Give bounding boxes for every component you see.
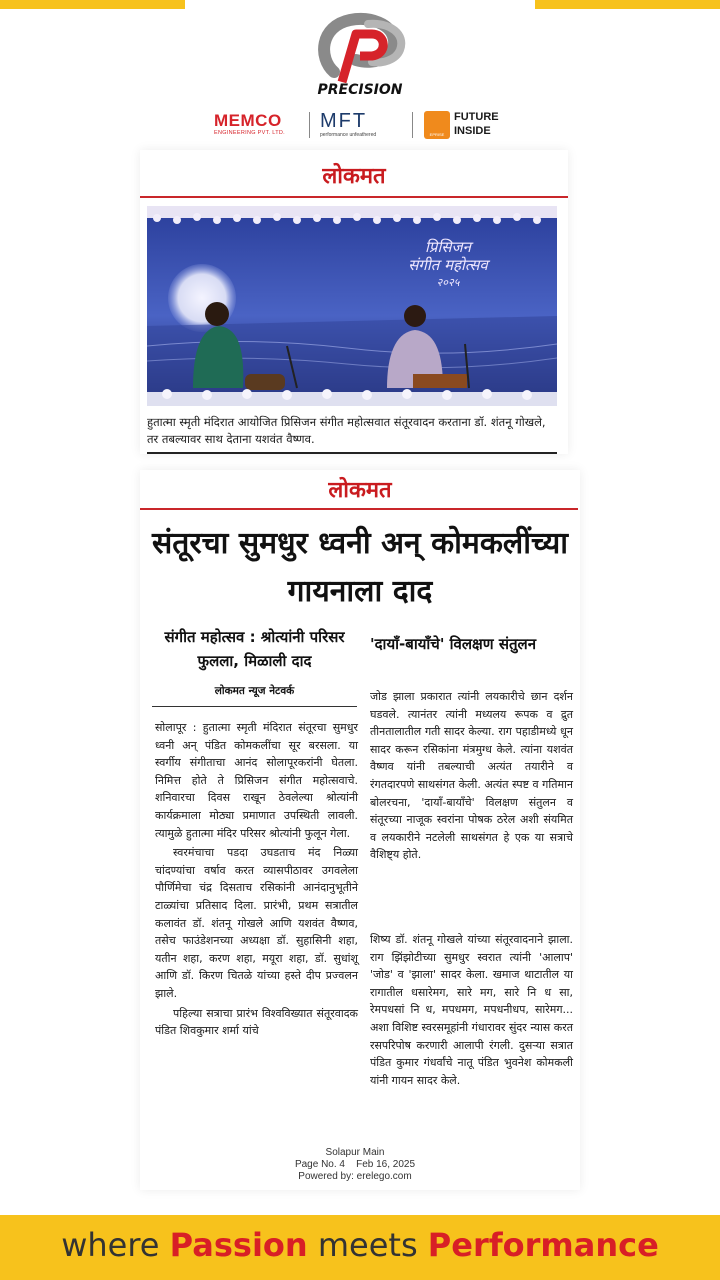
mft-logo: MFT performance unfeathered	[320, 110, 377, 138]
article-subhead-left: संगीत महोत्सव : श्रोत्यांनी परिसर फुलला, मिळाली दाद	[164, 628, 345, 670]
memco-logo: MEMCO ENGINEERING PVT. LTD.	[214, 111, 285, 136]
byline-rule	[152, 706, 357, 707]
article-column-right	[370, 688, 573, 866]
future-inside-logo: EPRISE FUTURE INSIDE	[424, 110, 504, 140]
clipping-meta: Solapur Main Page No. 4 Feb 16, 2025 Powered by: erelego.com	[294, 1147, 416, 1182]
article-byline: लोकमत न्यूज नेटवर्क	[214, 685, 295, 697]
top-accent-bar-right	[535, 0, 720, 9]
article-paragraph: शिष्य डॉ. शंतनू गोखले यांच्या संतूरवादनाने झाला. राग झिंझोटीच्या सुमधुर स्वरात त्यांनी 'आलाप' 'जोड' व 'झाला' सादर केला. खमाज थाटातील या रागातील धसारेमग, सारे मग, सारे नि ध सा, रेमपधसां नि ध, मपधमग, मपधनीधप, सारेमग... अशा विशिष्ट स्वरसमूहांनी गंधारावर सुंदर न्यास करत रसपरिपोष करणारी आलापी रंगली. दुसऱ्या सत्रात पंडित कुमार गंधर्वांचे नातू पंडित भुवनेश कोमकली यांनी गायन सादर केले.	[370, 933, 573, 1087]
article-paragraph: पहिल्या सत्राचा प्रारंभ विश्वविख्यात संतूरवादक पंडित शिवकुमार शर्मा यांचे	[155, 1006, 358, 1038]
lokmat-masthead: लोकमत	[322, 163, 386, 189]
article-column-right-lower	[370, 931, 573, 1091]
concert-photo	[147, 206, 557, 406]
festival-backdrop-title: प्रिसिजन संगीत महोत्सव २०२५	[408, 238, 488, 289]
lokmat-masthead: लोकमत	[328, 477, 392, 503]
partner-logos	[0, 108, 720, 142]
brand-tagline: where Passion meets Performance	[61, 1226, 659, 1264]
article-paragraph: जोड झाला प्रकारात त्यांनी लयकारीचे छान दर्शन घडवले. त्यानंतर त्यांनी मध्यलय रूपक व द्रुत तीनतालातील गती सादर केल्या. राग पहाडीमध्ये धून सादर करून रसिकांना मंत्रमुग्ध केले. त्यांना यशवंत वैष्णव यांनी तबल्याची अत्यंत तयारीने व रंगतदारपणे साथसंगत केली. अत्यंत स्पष्ट व गतिमान बोलरचना, 'दायाँ-बायाँचे' विलक्षण संतुलन व संतूरच्या नाजूक स्वरांना पोषक ठरेल अशी संयमित व लयकारीने नटलेली साथसंगत हे एक या सत्राचे वैशिष्ट्य होते.	[370, 690, 573, 862]
top-accent-bar-left	[0, 0, 185, 9]
article-paragraph: सोलापूर : हुतात्मा स्मृती मंदिरात संतूरचा सुमधुर ध्वनी अन् पंडित कोमकलींचा सूर बरसला. या स्वर्गीय संगीताचा आनंद सोलापूरकरांनी घेतला. निमित्त होते ते प्रिसिजन संगीत महोत्सवाचे. शनिवारचा दिवस राखून ठेवलेल्या श्रोत्यांनी कार्यक्रमाला मोठ्या प्रमाणात उपस्थिती लावली. त्यामुळे हुतात्मा मंदिर परिसर श्रोत्यांनी फुलून गेला.	[155, 721, 358, 840]
article-headline: संतूरचा सुमधुर ध्वनी अन् कोमकलींच्या गायनाला दाद	[151, 526, 569, 609]
partner-divider	[309, 112, 310, 138]
precision-wordmark: PRECISION	[317, 82, 403, 98]
article-paragraph: स्वरमंचाचा पडदा उघडताच मंद निळ्या चांदण्यांचा वर्षाव करत व्यासपीठावर उगवलेला पौर्णिमेचा चंद्र दिसताच रसिकांनी आनंदानुभूतीने टाळ्यांचा प्रतिसाद दिला. प्रारंभी, प्रथम सत्रातील कलावंत डॉ. शंतनू गोखले आणि यशवंत वैष्णव, तसेच फाउंडेशनच्या अध्यक्षा डॉ. सुहासिनी शहा, यतीन शहा, करण शहा, मयूरा शहा, डॉ. सुधांशू आणि डॉ. किरण चितळे यांच्या हस्ते दीप प्रज्वलन झाले.	[155, 846, 358, 1000]
masthead-rule	[140, 508, 578, 510]
article-subhead-right: 'दायाँ-बायाँचे' विलक्षण संतुलन	[370, 635, 537, 653]
partner-divider	[412, 112, 413, 138]
caption-rule	[147, 452, 557, 454]
article-column-left	[155, 719, 358, 1042]
masthead-rule	[140, 196, 568, 198]
future-inside-badge-icon: EPRISE	[424, 111, 450, 139]
photo-caption: हुतात्मा स्मृती मंदिरात आयोजित प्रिसिजन संगीत महोत्सवात संतूरवादन करताना डॉ. शंतनू गोखले, तर तबल्यावर साथ देताना यशवंत वैष्णव.	[147, 415, 546, 446]
